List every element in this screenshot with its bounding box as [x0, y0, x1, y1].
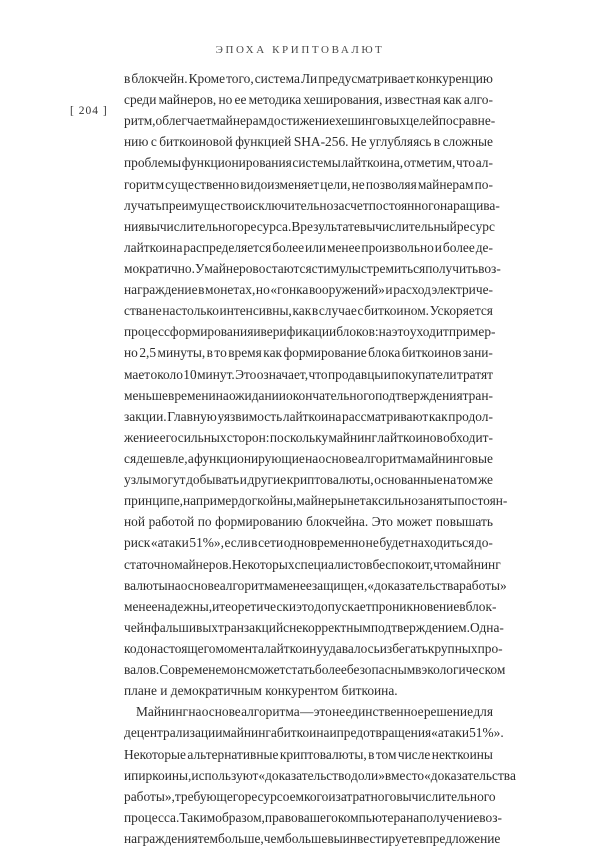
text-line: проблемы функционирования системы лайткоина, отметим, что ал- [124, 155, 493, 171]
text-line: ся дешевле, а функционирующие на основе алгоритма майнинговые [124, 450, 493, 466]
text-line: работы», требующего ресурсоемкого и затратного вычислительного [124, 788, 496, 804]
text-line: риск «атаки 51%», если в сети одновременно не будет находиться до- [124, 535, 493, 551]
text-line: закции. Главную уязвимость лайткоина рассматривают как продол- [124, 408, 493, 424]
text-line: в блокчейн. Кроме того, система Ли предусматривает конкуренцию [124, 71, 493, 86]
page-number: [ 204 ] [70, 105, 108, 117]
body-text [124, 68, 516, 849]
running-head-title: ЭПОХА КРИПТОВАЛЮТ [215, 44, 385, 56]
text-line: статочно майнеров. Некоторых специалистов беспокоит, что майнинг [124, 556, 501, 572]
text-line: мократично. У майнеров остаются стимулы стремиться получить воз- [124, 260, 501, 276]
text-line: нию с биткоиновой функцией SHA-256. Не углубляясь в сложные [124, 134, 493, 150]
text-line: ства не настолько интенсивны, как в случае с биткоином. Ускоряется [124, 303, 493, 319]
text-line: процесса. Таким образом, право вашего компьютера на получение воз- [124, 809, 502, 825]
text-line: Майнинг на основе алгоритма — это не единственное решение для [136, 704, 493, 720]
text-line: ной работой по формированию блокчейна. Это может повышать [124, 514, 493, 530]
text-line: награждение в монетах, но «гонка вооружений» и расход электриче- [124, 282, 493, 298]
text-line: ния вычислительного ресурса. В результате вычислительный ресурс [124, 218, 495, 234]
text-line: меньше времени на ожидании окончательного подтверждения тран- [124, 387, 493, 403]
text-line: децентрализации майнинга биткоина и предотвращения «атаки 51%». [124, 725, 504, 741]
text-line: жение его сильных сторон: поскольку майнинг лайткоинов обходит- [124, 429, 493, 445]
text-line: ко до настоящего момента лайткоину удавалось избегать крупных про- [124, 640, 503, 656]
text-line: среди майнеров, но ее методика хеширования, известная как алго- [124, 92, 493, 108]
text-line: лучать преимущество исключительно за счет постоянного наращива- [124, 197, 500, 213]
text-line: чейн фальшивых транзакций с некорректным подтверждением. Одна- [124, 619, 504, 635]
text-line: принципе, например догкойны, майнеры не так сильно заняты постоян- [124, 493, 508, 509]
text-line: узлы могут добывать и другие криптовалюты, основанные на том же [124, 472, 493, 488]
text-line: менее надежны, и теоретически это допускает проникновение в блок- [124, 598, 497, 614]
text-line: ритм, облегчает майнерам достижение хешинговых целей по сравне- [124, 113, 496, 129]
text-line: Некоторые альтернативные криптовалюты, в том числе некткоины [124, 746, 493, 762]
text-line: горитм существенно видоизменяет цели, не позволяя майнерам по- [124, 176, 493, 192]
text-line: лайткоина распределяется более или менее произвольно и более де- [124, 239, 493, 255]
text-line: валов. Со временем он сможет стать более безопасным в экологическом [124, 662, 506, 678]
text-line: процесс формирования и верификации блоков: на это уходит пример- [124, 324, 496, 340]
text-line: но 2,5 минуты, в то время как формирование блока биткоинов зани- [124, 345, 493, 361]
text-line: и пиркоины, используют «доказательство доли» вместо «доказательства [124, 767, 516, 783]
text-line: мает около 10 минут. Это означает, что продавцы и покупатели тратят [124, 366, 493, 382]
text-line: награждения тем больше, чем больше вы инвестируете в предложение [124, 830, 501, 846]
text-line: плане и демократичным конкурентом биткоина. [124, 683, 398, 699]
text-line: валюты на основе алгоритма менее защищен, «доказательства работы» [124, 577, 507, 593]
